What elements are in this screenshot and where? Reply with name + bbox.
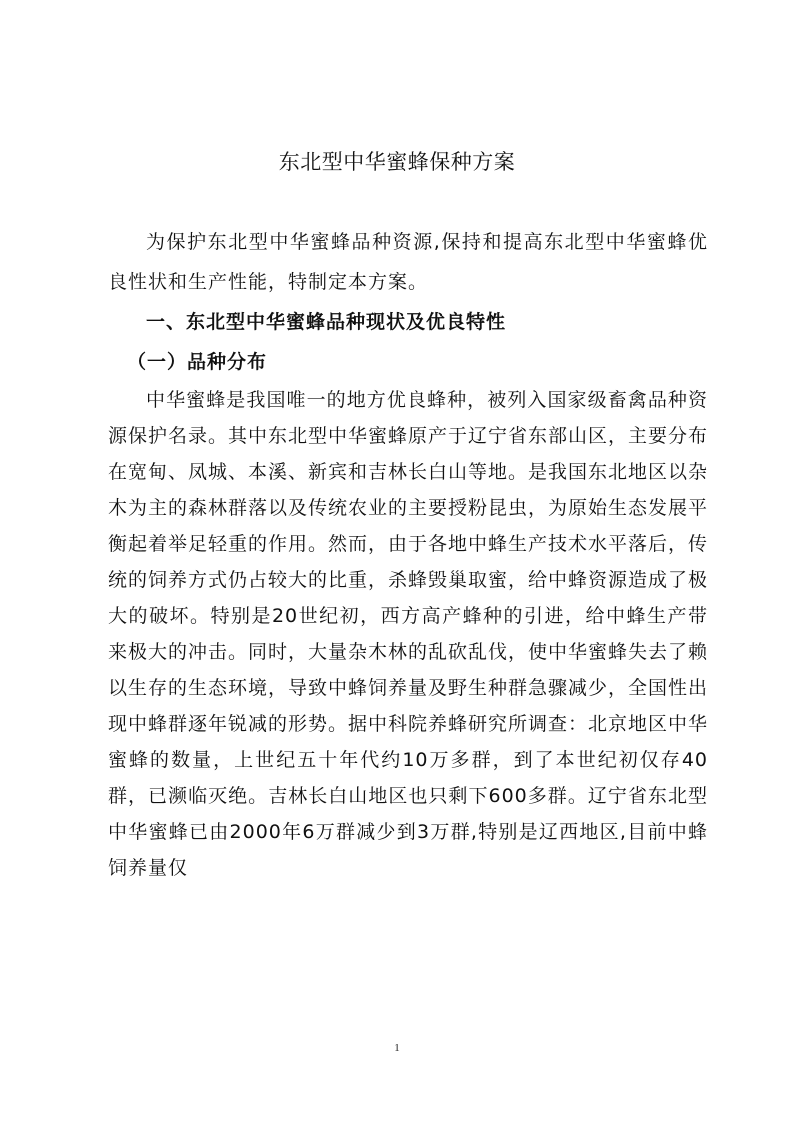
subsection-heading: （一）品种分布 [127, 351, 268, 373]
document-body [108, 222, 708, 886]
body-paragraph: 中华蜜蜂是我国唯一的地方优良蜂种，被列入国家级畜禽品种资源保护名录。其中东北型中华蜜蜂原产于辽宁省东部山区，主要分布在宽甸、凤城、本溪、新宾和吉林长白山等地。是我国东北地区以杂木为主的森林群落以及传统农业的主要授粉昆虫，为原始生态发展平衡起着举足轻重的作用。然而，由于各地中蜂生产技术水平落后，传统的饲养方式仍占较大的比重，杀蜂毁巢取蜜，给中蜂资源造成了极大的破坏。特别是20世纪初，西方高产蜂种的引进，给中蜂生产带来极大的冲击。同时，大量杂木林的乱砍乱伐，使中华蜜蜂失去了赖以生存的生态环境，导致中蜂饲养量及野生种群急骤减少，全国性出现中蜂群逐年锐减的形势。据中科院养蜂研究所调查：北京地区中华蜜蜂的数量，上世纪五十年代约10万多群，到了本世纪初仅存40群，已濒临灭绝。吉林长白山地区也只剩下600多群。辽宁省东北型中华蜜蜂已由2000年6万群减少到3万群,特别是辽西地区,目前中蜂饲养量仅 [108, 389, 709, 879]
document-title: 东北型中华蜜蜂保种方案 [278, 150, 516, 174]
intro-paragraph: 为保护东北型中华蜜蜂品种资源,保持和提高东北型中华蜜蜂优良性状和生产性能，特制定本方案。 [108, 231, 708, 293]
section-heading: 一、东北型中华蜜蜂品种现状及优良特性 [146, 311, 507, 333]
page-number: 1 [394, 1042, 400, 1054]
